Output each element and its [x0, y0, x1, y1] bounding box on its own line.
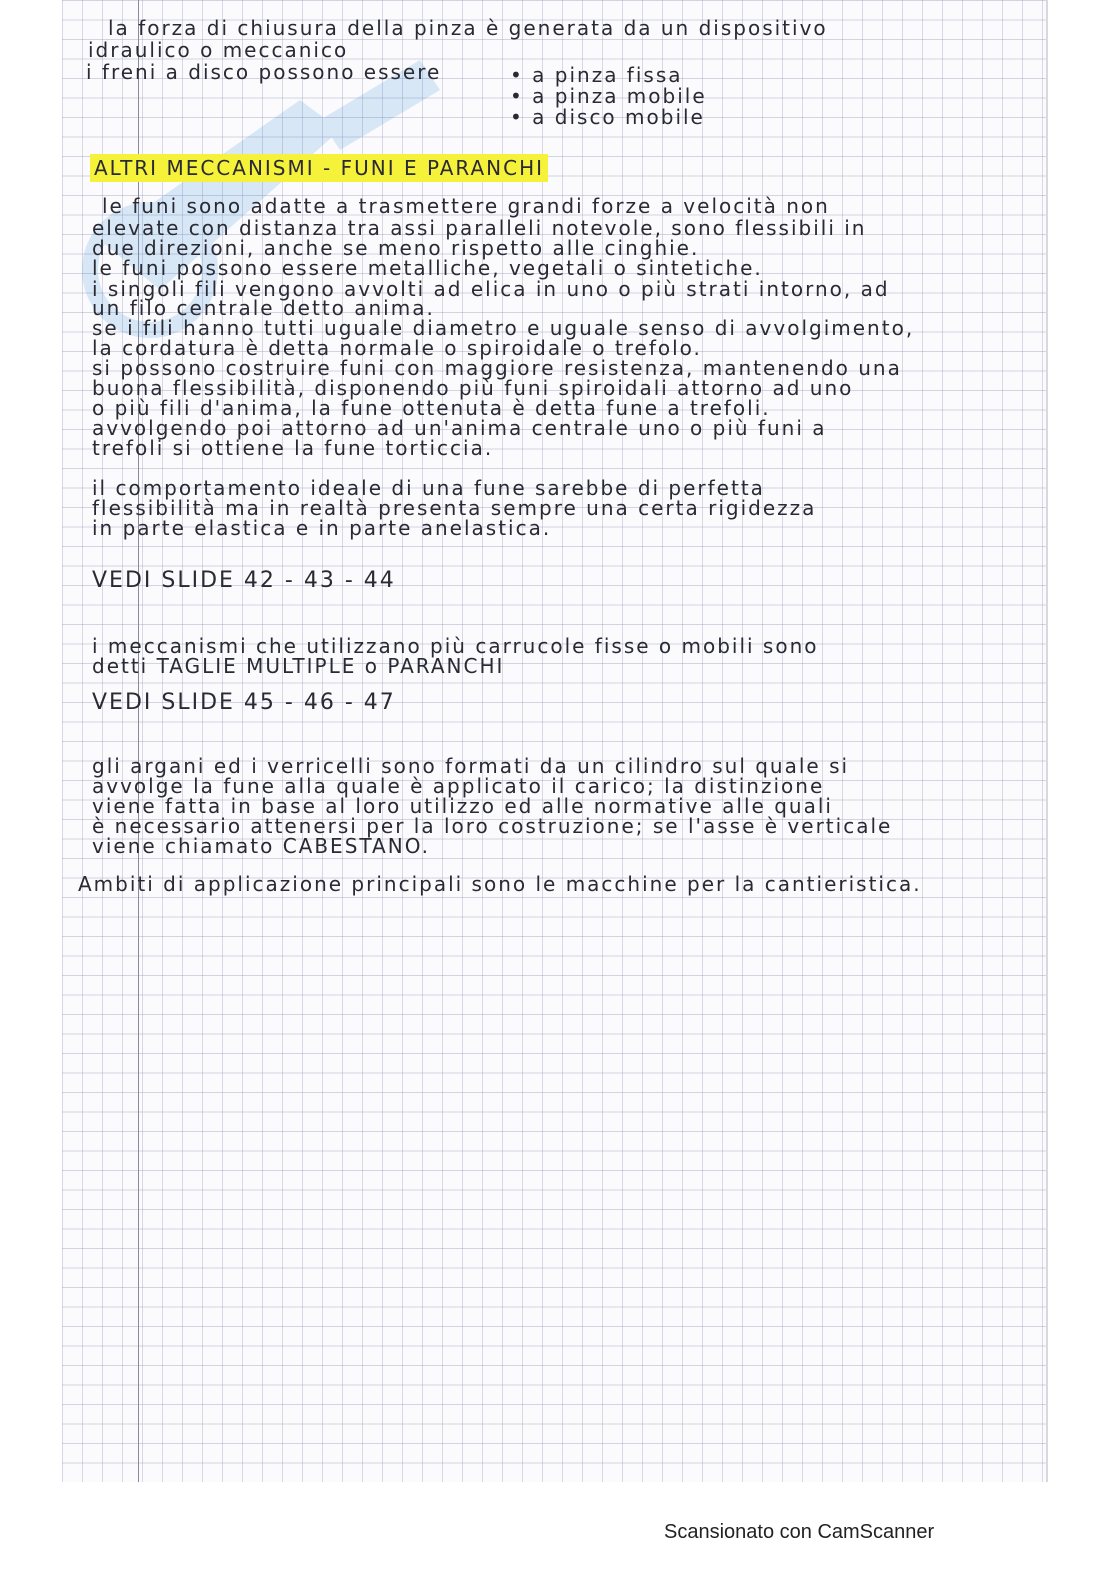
section-heading: [90, 158, 548, 178]
text-line: detti TAGLIE MULTIPLE o PARANCHI: [92, 654, 505, 678]
text-line: due direzioni, anche se meno rispetto alle cinghie.: [92, 236, 700, 260]
text-line: le funi sono adatte a trasmettere grandi forze a velocità non: [102, 194, 830, 218]
list-item: • a pinza mobile: [510, 84, 707, 108]
text-line: se i fili hanno tutti uguale diametro e uguale senso di avvolgimento,: [92, 316, 915, 340]
slide-reference: VEDI SLIDE 45 - 46 - 47: [92, 690, 396, 715]
slide-reference: VEDI SLIDE 42 - 43 - 44: [92, 568, 396, 593]
text-line: gli argani ed i verricelli sono formati da un cilindro sul quale si: [92, 754, 850, 778]
text-line: trefoli si ottiene la fune torticcia.: [92, 436, 494, 460]
text-line: i singoli fili vengono avvolti ad elica in uno o più strati intorno, ad: [92, 277, 890, 301]
text-line: è necessario attenersi per la loro costruzione; se l'asse è verticale: [92, 814, 893, 838]
text-line: la forza di chiusura della pinza è generata da un dispositivo: [108, 16, 828, 40]
list-item: • a disco mobile: [510, 105, 705, 129]
text-line: elevate con distanza tra assi paralleli notevole, sono flessibili in: [92, 216, 867, 240]
text-line: la cordatura è detta normale o spiroidale o trefolo.: [92, 336, 702, 360]
text-line: un filo centrale detto anima.: [92, 296, 435, 320]
text-line: idraulico o meccanico: [88, 38, 349, 62]
text-line: o più fili d'anima, la fune ottenuta è detta fune a trefoli.: [92, 396, 771, 420]
text-line: avvolge la fune alla quale è applicato il carico; la distinzione: [92, 774, 825, 798]
list-item: • a pinza fissa: [510, 63, 683, 87]
scanner-footer: Scansionato con CamScanner: [664, 1521, 935, 1543]
text-line: le funi possono essere metalliche, vegetali o sintetiche.: [92, 256, 763, 280]
text-line: i meccanismi che utilizzano più carrucole fisse o mobili sono: [92, 634, 819, 658]
text-line: Ambiti di applicazione principali sono le macchine per la cantieristica.: [78, 872, 922, 896]
text-line: flessibilità ma in realtà presenta sempre una certa rigidezza: [92, 496, 817, 520]
text-line: il comportamento ideale di una fune sarebbe di perfetta: [92, 476, 765, 500]
text-line: buona flessibilità, disponendo più funi spiroidali attorno ad uno: [92, 376, 854, 400]
text-line: avvolgendo poi attorno ad un'anima centrale uno o più funi a: [92, 416, 827, 440]
text-line: si possono costruire funi con maggiore resistenza, mantenendo una: [92, 356, 902, 380]
text-line: viene chiamato CABESTANO.: [92, 834, 430, 858]
heading-highlight: ALTRI MECCANISMI - FUNI E PARANCHI: [90, 154, 548, 182]
text-line: in parte elastica e in parte anelastica.: [92, 516, 552, 540]
page-edge: [1046, 0, 1048, 1482]
text-line: i freni a disco possono essere: [86, 60, 442, 84]
text-line: viene fatta in base al loro utilizzo ed alle normative alle quali: [92, 794, 833, 818]
